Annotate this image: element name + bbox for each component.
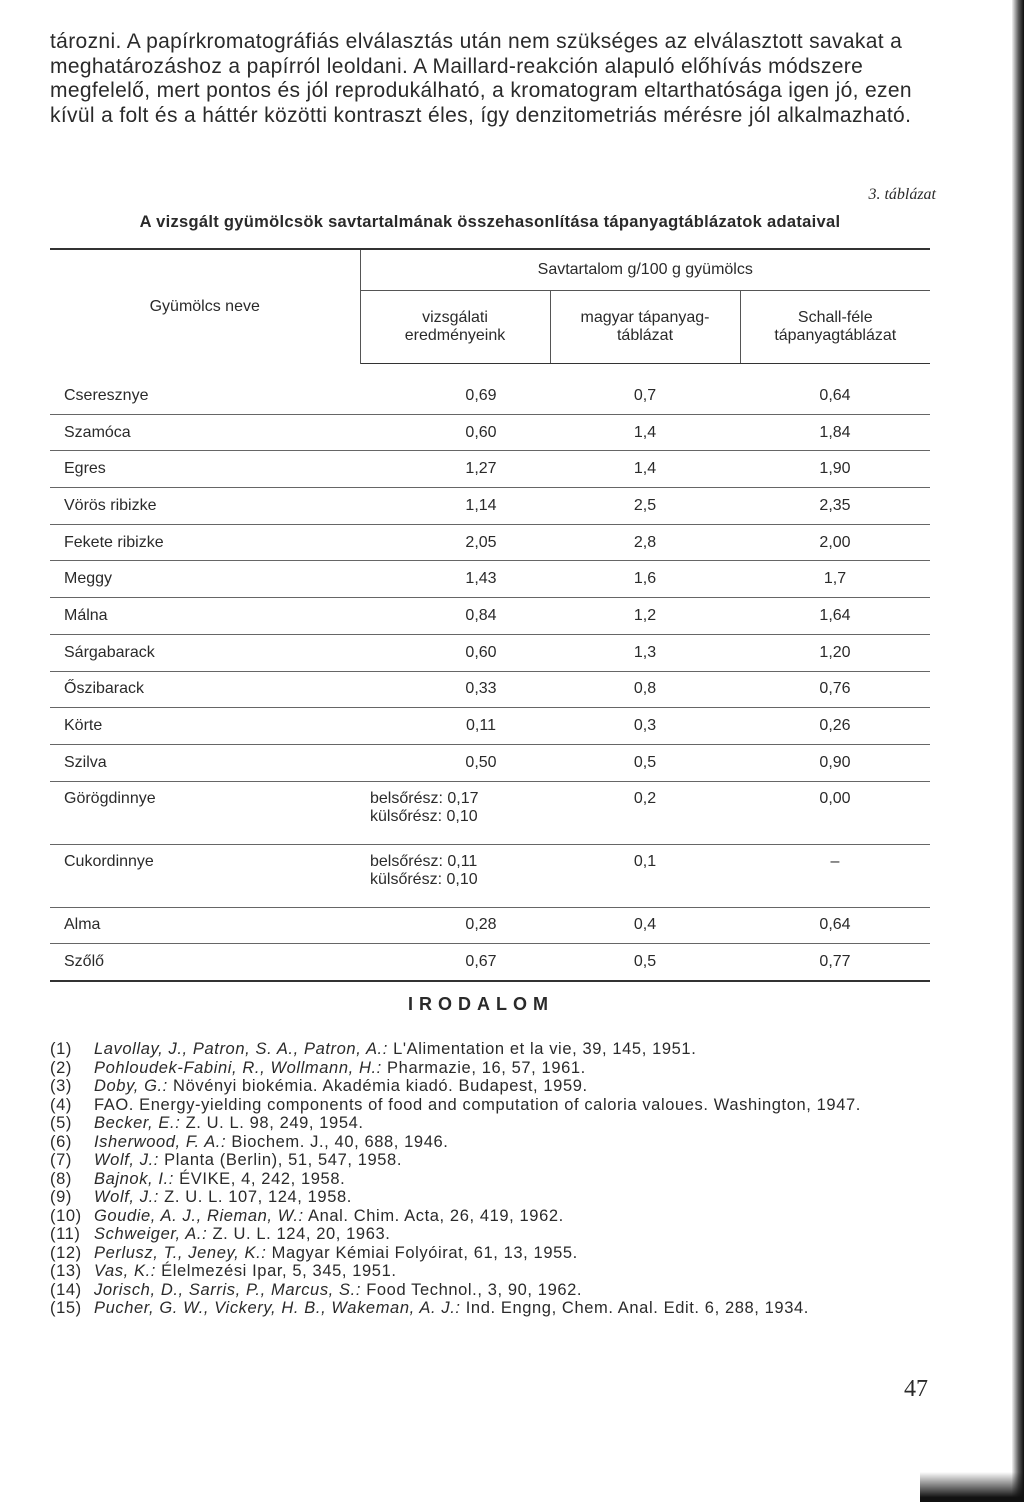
table-title: A vizsgált gyümölcsök savtartalmának összehasonlítása tápanyagtáblázatok adataival (139, 213, 841, 231)
reference-item (50, 1151, 950, 1170)
reference-number: (2) (50, 1058, 72, 1077)
reference-number: (7) (50, 1151, 72, 1169)
reference-authors: Schweiger, A.: (94, 1225, 208, 1243)
reference-item (50, 1299, 950, 1318)
hungarian-value: 0,8 (550, 671, 740, 708)
own-result: 0,69 (360, 378, 550, 414)
table-row (50, 708, 930, 745)
own-result: 0,60 (360, 414, 550, 451)
schall-value: – (740, 844, 930, 907)
schall-value: 1,64 (740, 598, 930, 635)
reference-source: Z. U. L. 124, 20, 1963. (207, 1225, 391, 1243)
fruit-name: Fekete ribizke (50, 524, 360, 561)
schall-value: 1,90 (740, 451, 930, 488)
table-number: 3. táblázat (868, 186, 936, 203)
reference-number: (1) (50, 1040, 72, 1058)
reference-item (50, 1262, 950, 1281)
reference-source: FAO. Energy-yielding components of food and computation of caloria valoues. Washington, 1947. (94, 1095, 861, 1114)
hungarian-value: 0,5 (550, 744, 740, 781)
table-row (50, 598, 930, 635)
own-result: 0,28 (360, 907, 550, 944)
reference-item (50, 1244, 950, 1263)
own-result: 0,60 (360, 634, 550, 671)
reference-authors: Isherwood, F. A.: (94, 1132, 227, 1151)
reference-item (50, 1281, 950, 1300)
fruit-name: Egres (50, 451, 360, 488)
own-result (360, 781, 550, 844)
hungarian-value: 1,3 (550, 634, 740, 671)
reference-authors: Jorisch, D., Sarris, P., Marcus, S.: (94, 1280, 362, 1299)
reference-number: (8) (50, 1169, 72, 1188)
hungarian-value: 0,4 (550, 907, 740, 944)
schall-value: 0,64 (740, 378, 930, 414)
fruit-name: Görögdinnye (50, 781, 360, 844)
reference-source: ÉVIKE, 4, 242, 1958. (173, 1169, 346, 1188)
reference-item (50, 1059, 950, 1078)
reference-item (50, 1207, 950, 1226)
reference-authors: Goudie, A. J., Rieman, W.: (94, 1206, 304, 1225)
reference-item (50, 1040, 950, 1059)
own-result: 1,14 (360, 488, 550, 525)
reference-authors: Bajnok, I.: (94, 1169, 174, 1188)
schall-value: 1,20 (740, 634, 930, 671)
hungarian-value: 2,8 (550, 524, 740, 561)
schall-value: 0,90 (740, 744, 930, 781)
reference-authors: Becker, E.: (94, 1114, 181, 1132)
outer-part-value: külsőrész: 0,10 (370, 870, 478, 888)
schall-value: 0,26 (740, 708, 930, 745)
table-row (50, 414, 930, 451)
header-hungarian-table: magyar tápanyag- táblázat (550, 291, 740, 364)
own-result: 1,27 (360, 451, 550, 488)
fruit-name: Szilva (50, 744, 360, 781)
scan-edge-shadow (1012, 0, 1024, 1502)
fruit-name: Sárgabarack (50, 634, 360, 671)
schall-value: 0,77 (819, 953, 851, 971)
fruit-name: Alma (50, 907, 360, 944)
hungarian-value: 1,4 (550, 414, 740, 451)
outer-part-value: külsőrész: 0,10 (370, 807, 478, 825)
reference-source: Anal. Chim. Acta, 26, 419, 1962. (303, 1206, 564, 1225)
scan-corner-shadow (920, 1472, 1024, 1502)
reference-number: (11) (50, 1225, 81, 1243)
hungarian-value: 2,5 (550, 488, 740, 525)
hungarian-value: 1,2 (550, 598, 740, 635)
header-fruit-name: Gyümölcs neve (50, 249, 360, 364)
reference-authors: Lavollay, J., Patron, S. A., Patron, A.: (94, 1040, 388, 1058)
own-result: 2,05 (360, 524, 550, 561)
reference-number: (10) (50, 1206, 82, 1225)
reference-source: Z. U. L. 107, 124, 1958. (159, 1188, 352, 1206)
own-result: 1,43 (360, 561, 550, 598)
own-result: 0,33 (360, 671, 550, 708)
inner-part-value: belsőrész: 0,11 (370, 852, 478, 870)
reference-number: (3) (50, 1077, 72, 1095)
fruit-name: Málna (50, 598, 360, 635)
inner-part-value: belsőrész: 0,17 (370, 789, 479, 807)
header-acid-group: Savtartalom g/100 g gyümölcs (360, 249, 930, 291)
schall-value: 1,7 (740, 561, 930, 598)
reference-number: (6) (50, 1132, 72, 1151)
table-row (50, 944, 930, 981)
header-own-results: vizsgálati eredményeink (360, 291, 550, 364)
reference-authors: Doby, G.: (94, 1077, 168, 1095)
reference-item (50, 1170, 950, 1189)
table-row (50, 451, 930, 488)
reference-number: (14) (50, 1280, 82, 1299)
table-row (50, 744, 930, 781)
fruit-name: Szamóca (50, 414, 360, 451)
hungarian-value: 0,3 (550, 708, 740, 745)
reference-source: Food Technol., 3, 90, 1962. (361, 1280, 583, 1299)
table-row (50, 634, 930, 671)
own-result: 0,84 (360, 598, 550, 635)
reference-authors: Perlusz, T., Jeney, K.: (94, 1243, 267, 1262)
table-row (50, 378, 930, 414)
reference-number: (15) (50, 1299, 82, 1317)
reference-number: (9) (50, 1188, 72, 1206)
reference-item (50, 1096, 950, 1115)
hungarian-value: 0,7 (550, 378, 740, 414)
hungarian-value: 1,6 (550, 561, 740, 598)
hungarian-value: 0,5 (633, 953, 657, 971)
hungarian-value: 1,4 (550, 451, 740, 488)
reference-authors: Vas, K.: (94, 1262, 156, 1280)
own-result: 0,50 (360, 744, 550, 781)
reference-item (50, 1114, 950, 1133)
reference-source: Növényi biokémia. Akadémia kiadó. Budapest, 1959. (167, 1077, 588, 1095)
own-result: 0,67 (465, 953, 497, 971)
table-row (50, 561, 930, 598)
intro-paragraph: tározni. A papírkromatográfiás elválasztás után nem szükséges az elválasztott savakat a meghatározáshoz a papírról leoldani. A Maillard-reakción alapuló előhívás módszere megfelelő, mert pontos és jól reprodukálható, a kromatogram eltarthatósága igen jó, ezen kívül a folt és a háttér közötti kontraszt éles, így denzitometriás mérésre jól alkalmazható. (50, 30, 912, 127)
page-number: 47 (904, 1376, 928, 1402)
reference-authors: Pohloudek-Fabini, R., Wollmann, H.: (94, 1058, 382, 1077)
reference-number: (5) (50, 1114, 72, 1132)
reference-source: Élelmezési Ipar, 5, 345, 1951. (155, 1262, 397, 1280)
table-row (50, 781, 930, 844)
fruit-name: Meggy (50, 561, 360, 598)
table-row (50, 907, 930, 944)
own-result: 0,11 (360, 708, 550, 745)
schall-value: 0,76 (740, 671, 930, 708)
reference-source: Ind. Engng, Chem. Anal. Edit. 6, 288, 1934. (460, 1299, 809, 1317)
schall-value: 1,84 (740, 414, 930, 451)
hungarian-value: 0,1 (550, 844, 740, 907)
fruit-name: Őszibarack (50, 671, 360, 708)
reference-authors: Pucher, G. W., Vickery, H. B., Wakeman, A. J.: (94, 1299, 461, 1317)
table-row (50, 524, 930, 561)
reference-authors: Wolf, J.: (94, 1188, 159, 1206)
schall-value: 2,00 (740, 524, 930, 561)
reference-item (50, 1225, 950, 1244)
schall-value: 0,64 (740, 907, 930, 944)
fruit-name: Cukordinnye (50, 844, 360, 907)
reference-item (50, 1077, 950, 1096)
table-row (50, 844, 930, 907)
reference-authors: Wolf, J.: (94, 1151, 159, 1169)
hungarian-value: 0,2 (550, 781, 740, 844)
reference-list (50, 1040, 950, 1318)
reference-number: (13) (50, 1262, 82, 1280)
reference-number: (12) (50, 1243, 82, 1262)
fruit-name: Vörös ribizke (50, 488, 360, 525)
fruit-name: Körte (50, 708, 360, 745)
reference-source: Pharmazie, 16, 57, 1961. (381, 1058, 586, 1077)
fruit-name: Szőlő (64, 953, 105, 971)
table-row (50, 671, 930, 708)
table-row (50, 488, 930, 525)
reference-number: (4) (50, 1095, 72, 1114)
references-heading: IRODALOM (408, 994, 554, 1014)
schall-value: 2,35 (740, 488, 930, 525)
header-schall-table: Schall-féle tápanyagtáblázat (740, 291, 930, 364)
reference-item (50, 1133, 950, 1152)
reference-source: L'Alimentation et la vie, 39, 145, 1951. (387, 1040, 697, 1058)
schall-value: 0,00 (740, 781, 930, 844)
fruit-name: Cseresznye (50, 378, 360, 414)
reference-item (50, 1188, 950, 1207)
own-result (360, 844, 550, 907)
reference-source: Magyar Kémiai Folyóirat, 61, 13, 1955. (266, 1243, 578, 1262)
reference-source: Biochem. J., 40, 688, 1946. (226, 1132, 449, 1151)
reference-source: Planta (Berlin), 51, 547, 1958. (159, 1151, 403, 1169)
reference-source: Z. U. L. 98, 249, 1954. (180, 1114, 364, 1132)
acid-content-table (50, 248, 930, 982)
